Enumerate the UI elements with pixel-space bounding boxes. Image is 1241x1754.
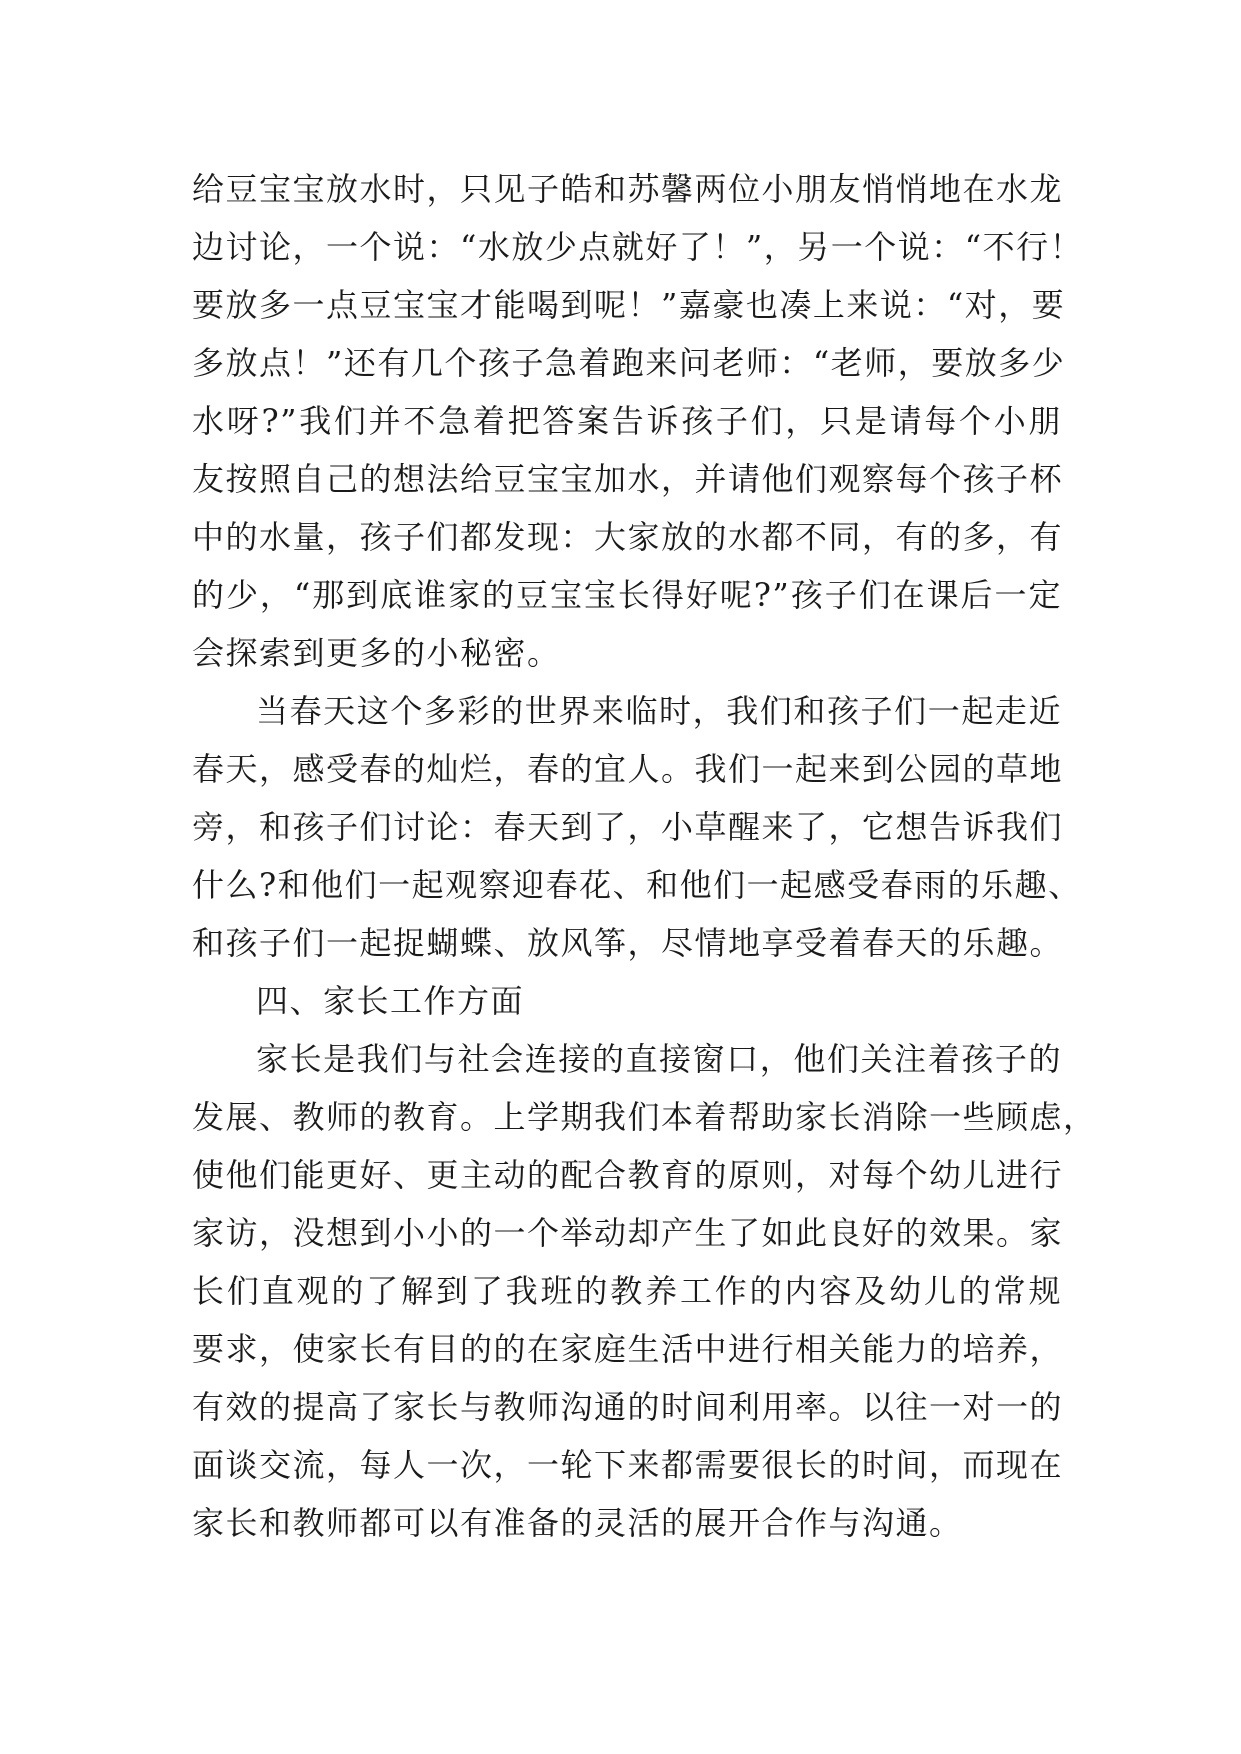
text-line: 当春天这个多彩的世界来临时，我们和孩子们一起走近 (256, 692, 1062, 730)
text-line: 家长和教师都可以有准备的灵活的展开合作与沟通。 (192, 1504, 963, 1542)
paragraph (192, 682, 1082, 972)
paragraph (192, 972, 1062, 1030)
text-line: 会探索到更多的小秘密。 (192, 634, 561, 672)
document-body (192, 160, 1097, 1552)
text-line: 旁，和孩子们讨论：春天到了，小草醒来了，它想告诉我们 (192, 808, 1064, 846)
text-line: 春天，感受春的灿烂，春的宜人。我们一起来到公园的草地 (192, 750, 1064, 788)
text-line: 四、家长工作方面 (256, 982, 525, 1020)
text-line: 要求，使家长有目的的在家庭生活中进行相关能力的培养， (192, 1330, 1064, 1368)
text-line: 有效的提高了家长与教师沟通的时间利用率。以往一对一的 (192, 1388, 1064, 1426)
text-line: 什么?和他们一起观察迎春花、和他们一起感受春雨的乐趣、 (192, 866, 1082, 904)
text-line: 水呀?”我们并不急着把答案告诉孩子们，只是请每个小朋 (192, 402, 1062, 440)
text-line: 中的水量，孩子们都发现：大家放的水都不同，有的多，有 (192, 518, 1064, 556)
text-line: 要放多一点豆宝宝才能喝到呢！”嘉豪也凑上来说：“对，要 (192, 286, 1066, 324)
text-line: 长们直观的了解到了我班的教养工作的内容及幼儿的常规 (192, 1272, 1062, 1310)
text-line: 家访，没想到小小的一个举动却产生了如此良好的效果。家 (192, 1214, 1064, 1252)
text-line: 多放点！”还有几个孩子急着跑来问老师：“老师，要放多少 (192, 344, 1066, 382)
text-line: 发展、教师的教育。上学期我们本着帮助家长消除一些顾虑， (192, 1098, 1097, 1136)
text-line: 使他们能更好、更主动的配合教育的原则，对每个幼儿进行 (192, 1156, 1064, 1194)
text-line: 面谈交流，每人一次，一轮下来都需要很长的时间，而现在 (192, 1446, 1064, 1484)
text-line: 友按照自己的想法给豆宝宝加水，并请他们观察每个孩子杯 (192, 460, 1064, 498)
text-line: 给豆宝宝放水时，只见子皓和苏馨两位小朋友悄悄地在水龙 (192, 170, 1064, 208)
text-line: 的少，“那到底谁家的豆宝宝长得好呢?”孩子们在课后一定 (192, 576, 1062, 614)
text-line: 边讨论，一个说：“水放少点就好了！”，另一个说：“不行！ (192, 228, 1084, 266)
text-line: 家长是我们与社会连接的直接窗口，他们关注着孩子的 (256, 1040, 1062, 1078)
text-line: 和孩子们一起捉蝴蝶、放风筝，尽情地享受着春天的乐趣。 (192, 924, 1064, 962)
paragraph (192, 160, 1084, 682)
paragraph (192, 1030, 1097, 1552)
